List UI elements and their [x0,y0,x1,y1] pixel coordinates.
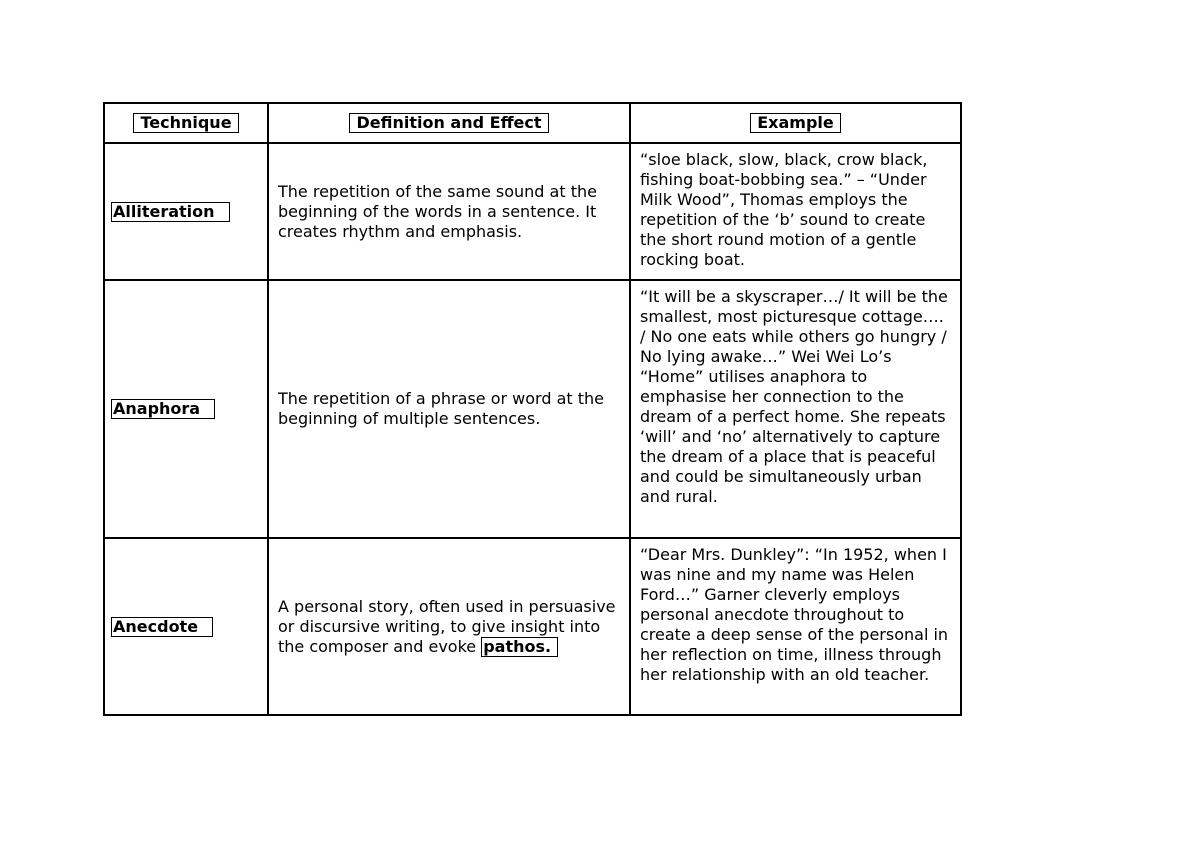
definition-emphasis: pathos. [481,637,558,657]
definition-cell [268,538,630,715]
table-row [104,143,961,280]
header-cell-definition [268,103,630,143]
example-cell: “Dear Mrs. Dunkley”: “In 1952, when I was nine and my name was Helen Ford…” Garner cleverly employs personal anecdote throughout to create a deep sense of the personal in her reflection on time, illness through her relationship with an old teacher. [630,538,961,715]
definition-cell: The repetition of a phrase or word at the beginning of multiple sentences. [268,280,630,538]
technique-name: Alliteration [111,202,230,222]
table-row [104,280,961,538]
header-cell-technique [104,103,268,143]
technique-name: Anaphora [111,399,215,419]
table-row [104,538,961,715]
header-technique-label: Technique [133,113,238,133]
example-cell: “sloe black, slow, black, crow black, fishing boat-bobbing sea.” – “Under Milk Wood”, Thomas employs the repetition of the ‘b’ sound to create the short round motion of a gentle rocking boat. [630,143,961,280]
table-header-row [104,103,961,143]
technique-cell [104,143,268,280]
header-definition-label: Definition and Effect [349,113,548,133]
header-cell-example [630,103,961,143]
definition-cell: The repetition of the same sound at the beginning of the words in a sentence. It creates rhythm and emphasis. [268,143,630,280]
technique-cell [104,538,268,715]
definition-text: A personal story, often used in persuasive or discursive writing, to give insight into the composer and evoke [278,596,616,656]
header-example-label: Example [750,113,841,133]
literary-techniques-table [103,102,962,716]
technique-name: Anecdote [111,617,213,637]
example-cell: “It will be a skyscraper…/ It will be the smallest, most picturesque cottage…. / No one eats while others go hungry / No lying awake…” Wei Wei Lo’s “Home” utilises anaphora to emphasise her connection to the dream of a perfect home. She repeats ‘will’ and ‘no’ alternatively to capture the dream of a place that is peaceful and could be simultaneously urban and rural. [630,280,961,538]
technique-cell [104,280,268,538]
